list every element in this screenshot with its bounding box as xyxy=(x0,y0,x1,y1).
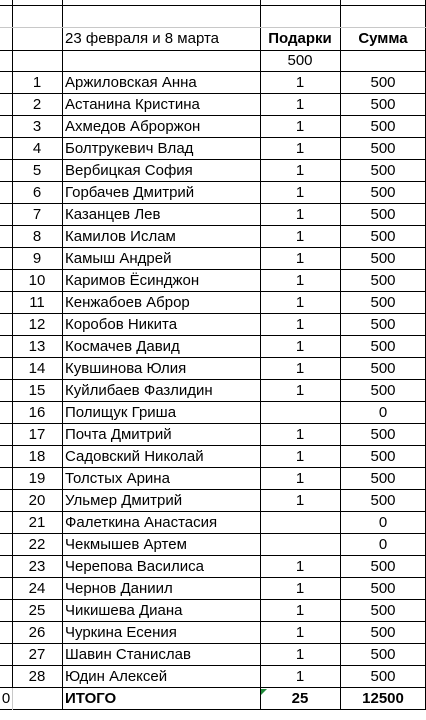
student-name[interactable]: Аржиловская Анна xyxy=(65,74,197,91)
gifts-count[interactable]: 1 xyxy=(295,294,305,311)
student-name[interactable]: Казанцев Лев xyxy=(65,206,161,223)
student-name[interactable]: Садовский Николай xyxy=(65,448,204,465)
student-name[interactable]: Толстых Арина xyxy=(65,470,170,487)
grid-line xyxy=(260,0,261,710)
row-number[interactable]: 12 xyxy=(28,316,46,333)
row-number[interactable]: 2 xyxy=(32,96,42,113)
sum-value[interactable]: 500 xyxy=(370,228,396,245)
student-name[interactable]: Болтрукевич Влад xyxy=(65,140,194,157)
student-name[interactable]: Камилов Ислам xyxy=(65,228,176,245)
total-label[interactable]: ИТОГО xyxy=(65,690,117,707)
student-name[interactable]: Камыш Андрей xyxy=(65,250,172,267)
sum-value[interactable]: 500 xyxy=(370,448,396,465)
sheet-title[interactable]: 23 февраля и 8 марта xyxy=(65,30,219,47)
gifts-count[interactable]: 1 xyxy=(295,668,305,685)
grid-line xyxy=(0,27,426,28)
gifts-count[interactable] xyxy=(260,534,340,556)
student-name[interactable]: Кенжабоев Аброр xyxy=(65,294,190,311)
sum-value[interactable]: 500 xyxy=(370,294,396,311)
sum-value[interactable]: 500 xyxy=(370,646,396,663)
grid-line xyxy=(0,709,426,710)
row-number[interactable]: 13 xyxy=(28,338,46,355)
student-name[interactable]: Космачев Давид xyxy=(65,338,180,355)
sum-value[interactable]: 500 xyxy=(370,382,396,399)
student-name[interactable]: Юдин Алексей xyxy=(65,668,168,685)
student-name[interactable]: Полищук Гриша xyxy=(65,404,177,421)
sum-value[interactable]: 500 xyxy=(370,96,396,113)
total-gifts[interactable]: 25 xyxy=(291,690,309,707)
sum-value[interactable]: 500 xyxy=(370,162,396,179)
row-number[interactable]: 23 xyxy=(28,558,46,575)
student-name[interactable]: Коробов Никита xyxy=(65,316,178,333)
row-number[interactable]: 6 xyxy=(32,184,42,201)
row-number[interactable]: 27 xyxy=(28,646,46,663)
gifts-count[interactable]: 1 xyxy=(295,338,305,355)
row-number[interactable]: 25 xyxy=(28,602,46,619)
grid-line xyxy=(0,5,426,6)
gifts-count[interactable]: 1 xyxy=(295,96,305,113)
student-name[interactable]: Чернов Даниил xyxy=(65,580,173,597)
student-name[interactable]: Чуркина Есения xyxy=(65,624,177,641)
student-name[interactable]: Черепова Василиса xyxy=(65,558,204,575)
gifts-count[interactable]: 1 xyxy=(295,426,305,443)
row-number[interactable]: 9 xyxy=(32,250,42,267)
gifts-count[interactable] xyxy=(260,402,340,424)
row-number[interactable]: 16 xyxy=(28,404,46,421)
sum-value[interactable]: 500 xyxy=(370,470,396,487)
student-name[interactable]: Кувшинова Юлия xyxy=(65,360,187,377)
gifts-count[interactable]: 1 xyxy=(295,184,305,201)
gifts-count[interactable] xyxy=(260,512,340,534)
grid-line xyxy=(0,50,426,51)
sum-value[interactable]: 0 xyxy=(378,536,388,553)
row-number[interactable]: 7 xyxy=(32,206,42,223)
gifts-count[interactable]: 1 xyxy=(295,118,305,135)
sum-value[interactable]: 500 xyxy=(370,602,396,619)
column-header-gifts[interactable]: Подарки xyxy=(268,30,332,47)
gifts-count[interactable]: 1 xyxy=(295,228,305,245)
gifts-count[interactable]: 1 xyxy=(295,272,305,289)
student-name[interactable]: Чекмышев Артем xyxy=(65,536,187,553)
student-name[interactable]: Чикишева Диана xyxy=(65,602,183,619)
student-name[interactable]: Каримов Ёсинджон xyxy=(65,272,200,289)
row-number[interactable]: 24 xyxy=(28,580,46,597)
student-name[interactable]: Вербицкая София xyxy=(65,162,193,179)
sum-value[interactable]: 0 xyxy=(378,514,388,531)
grid-line xyxy=(62,0,63,710)
sum-value[interactable]: 500 xyxy=(370,338,396,355)
total-sum[interactable]: 12500 xyxy=(362,690,404,707)
gifts-count[interactable]: 1 xyxy=(295,382,305,399)
gifts-count[interactable]: 1 xyxy=(295,580,305,597)
sum-value[interactable]: 500 xyxy=(370,316,396,333)
student-name[interactable]: Фалеткина Анастасия xyxy=(65,514,218,531)
sum-value[interactable]: 500 xyxy=(370,492,396,509)
sum-value[interactable]: 500 xyxy=(370,74,396,91)
student-name[interactable]: Ахмедов Аброржон xyxy=(65,118,201,135)
sum-value[interactable]: 500 xyxy=(370,668,396,685)
row-number[interactable]: 3 xyxy=(32,118,42,135)
sum-value[interactable]: 500 xyxy=(370,360,396,377)
row-number[interactable]: 15 xyxy=(28,382,46,399)
sum-value[interactable]: 500 xyxy=(370,580,396,597)
gifts-count[interactable]: 1 xyxy=(295,316,305,333)
student-name[interactable]: Почта Дмитрий xyxy=(65,426,172,443)
gifts-count[interactable]: 1 xyxy=(295,448,305,465)
sum-value[interactable]: 500 xyxy=(370,118,396,135)
gifts-count[interactable]: 1 xyxy=(295,162,305,179)
gifts-count[interactable]: 1 xyxy=(295,492,305,509)
row-number[interactable]: 1 xyxy=(32,74,42,91)
grid-line xyxy=(12,688,13,710)
gifts-count[interactable]: 1 xyxy=(295,206,305,223)
row-number[interactable]: 17 xyxy=(28,426,46,443)
sum-value[interactable]: 500 xyxy=(370,426,396,443)
student-name[interactable]: Горбачев Дмитрий xyxy=(65,184,195,201)
formula-warning-icon[interactable] xyxy=(261,689,267,695)
gifts-count[interactable]: 1 xyxy=(295,558,305,575)
grid-line xyxy=(12,0,13,688)
row-number[interactable]: 20 xyxy=(28,492,46,509)
row-number[interactable]: 21 xyxy=(28,514,46,531)
gift-price-cell[interactable]: 500 xyxy=(287,52,313,69)
row-number[interactable]: 18 xyxy=(28,448,46,465)
sum-value[interactable]: 500 xyxy=(370,250,396,267)
student-name[interactable]: Ульмер Дмитрий xyxy=(65,492,183,509)
row-number[interactable]: 10 xyxy=(28,272,46,289)
row-number[interactable]: 26 xyxy=(28,624,46,641)
gifts-count[interactable]: 1 xyxy=(295,470,305,487)
gifts-count[interactable]: 1 xyxy=(295,74,305,91)
gifts-count[interactable]: 1 xyxy=(295,602,305,619)
sum-value[interactable]: 500 xyxy=(370,272,396,289)
sum-value[interactable]: 0 xyxy=(378,404,388,421)
row-number[interactable]: 0 xyxy=(1,690,11,707)
sum-value[interactable]: 500 xyxy=(370,624,396,641)
gifts-count[interactable]: 1 xyxy=(295,624,305,641)
student-name[interactable]: Куйлибаев Фазлидин xyxy=(65,382,213,399)
row-number[interactable]: 4 xyxy=(32,140,42,157)
grid-line xyxy=(340,0,341,710)
gifts-count[interactable]: 1 xyxy=(295,646,305,663)
row-number[interactable]: 14 xyxy=(28,360,46,377)
row-number[interactable]: 19 xyxy=(28,470,46,487)
row-number[interactable]: 11 xyxy=(29,294,45,311)
row-number[interactable]: 28 xyxy=(28,668,46,685)
column-header-sum[interactable]: Сумма xyxy=(358,30,408,47)
student-name[interactable]: Астанина Кристина xyxy=(65,96,200,113)
sum-value[interactable]: 500 xyxy=(370,206,396,223)
gifts-count[interactable]: 1 xyxy=(295,360,305,377)
sum-value[interactable]: 500 xyxy=(370,140,396,157)
row-number[interactable]: 22 xyxy=(28,536,46,553)
row-number[interactable]: 8 xyxy=(32,228,42,245)
sum-value[interactable]: 500 xyxy=(370,558,396,575)
gifts-count[interactable]: 1 xyxy=(295,140,305,157)
gifts-count[interactable]: 1 xyxy=(295,250,305,267)
sum-value[interactable]: 500 xyxy=(370,184,396,201)
row-number[interactable]: 5 xyxy=(32,162,42,179)
student-name[interactable]: Шавин Станислав xyxy=(65,646,191,663)
